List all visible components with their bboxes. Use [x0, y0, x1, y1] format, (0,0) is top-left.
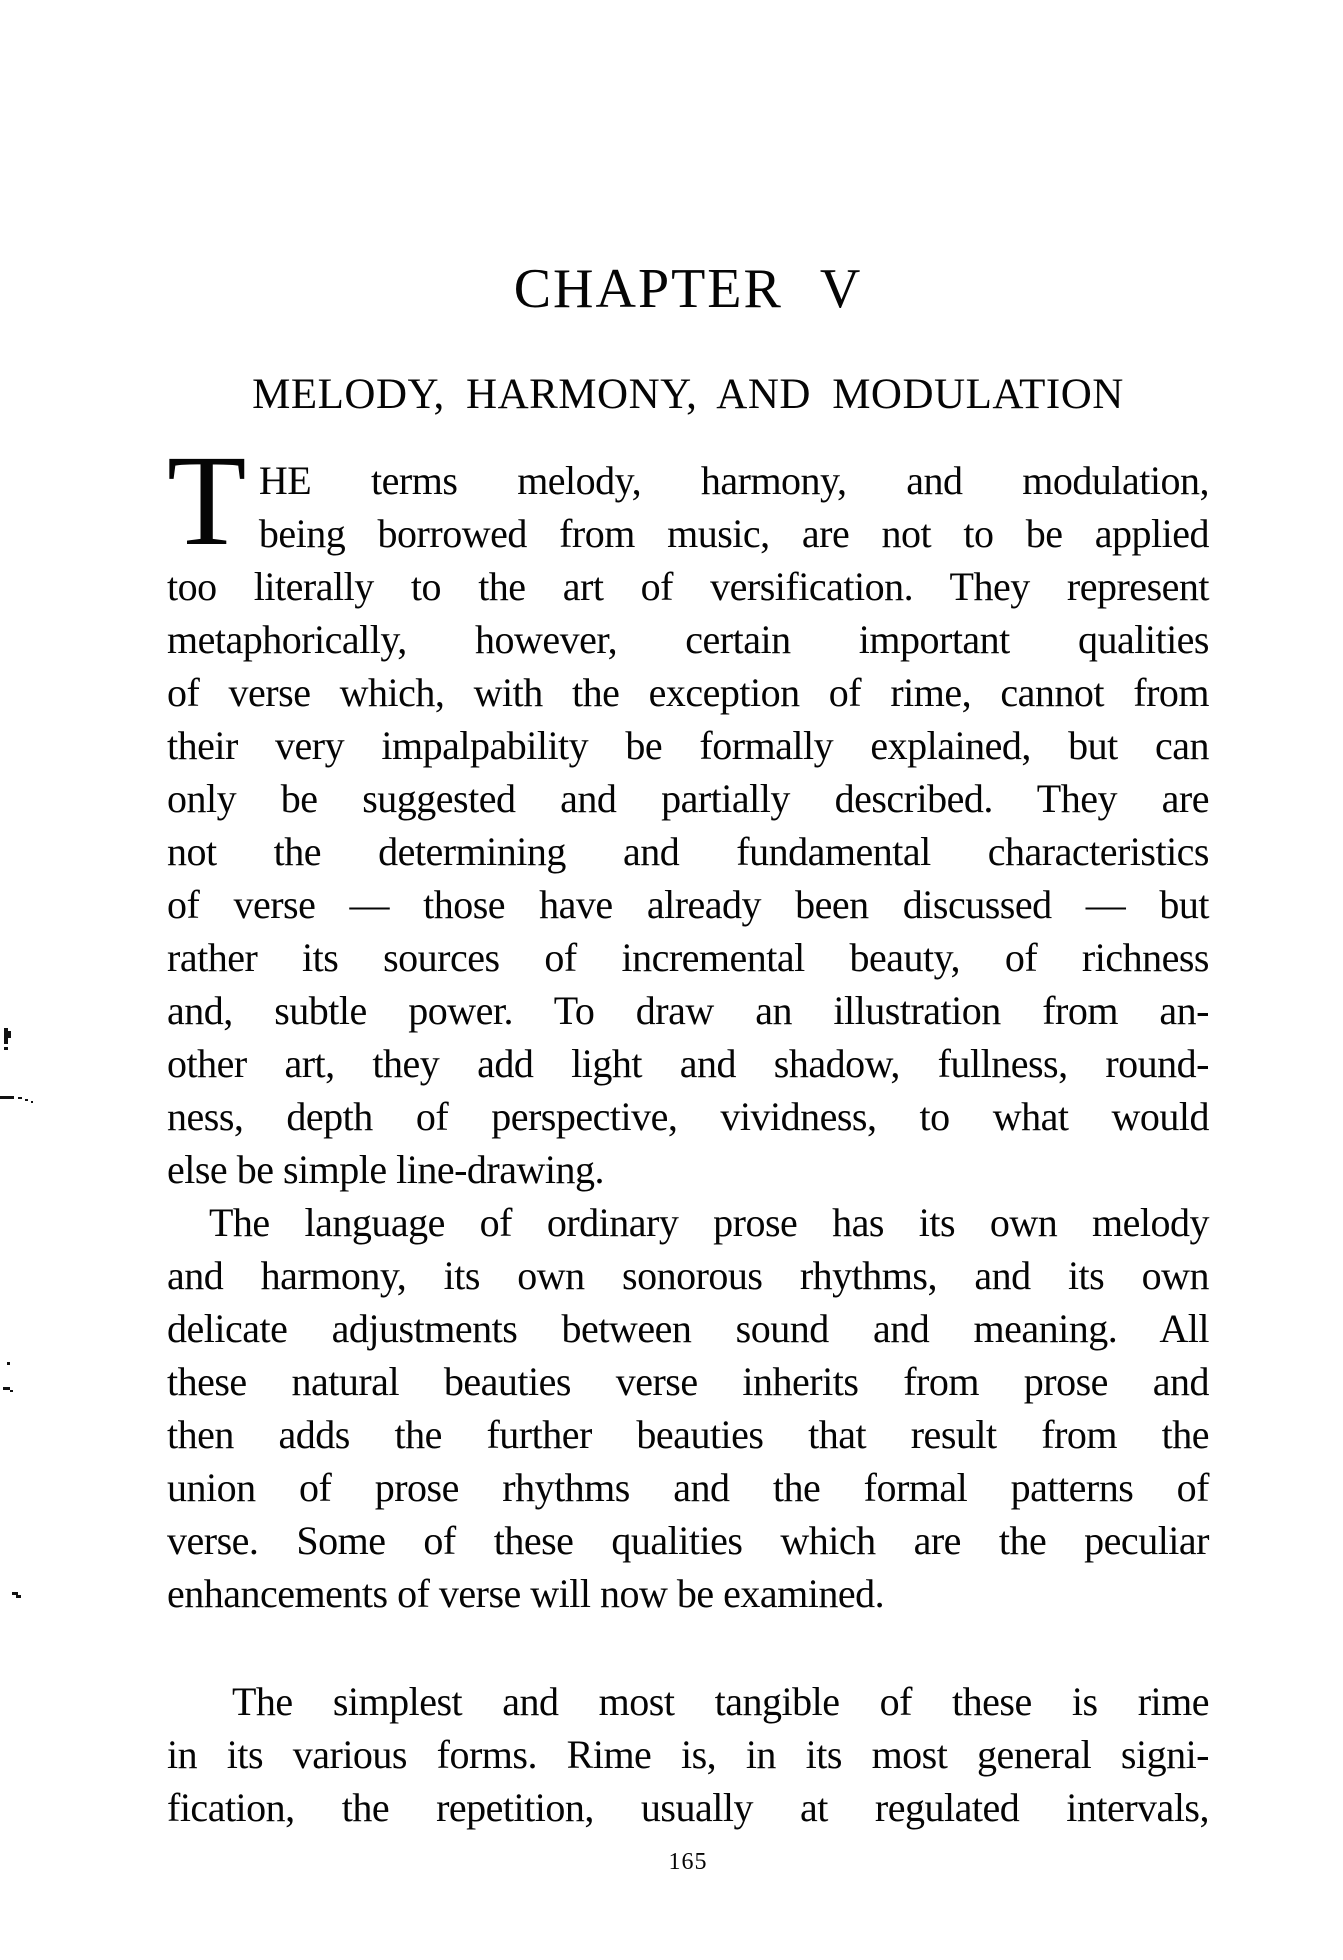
text-line: rather its sources of incremental beauty, of richness — [167, 935, 1209, 980]
text-line: The language of ordinary prose has its own melody — [209, 1200, 1209, 1245]
text-line: metaphorically, however, certain important qualities — [167, 617, 1209, 662]
scan-artifact-mark — [8, 1031, 11, 1038]
body-text — [167, 429, 1209, 1834]
text-line: only be suggested and partially described. They are — [167, 776, 1209, 821]
paragraph-1 — [167, 429, 1209, 1196]
scan-artifact-dash — [0, 1096, 14, 1099]
text-line: of verse which, with the exception of rime, cannot from — [167, 670, 1209, 715]
text-line: not the determining and fundamental characteristics — [167, 829, 1209, 874]
paragraph-2 — [167, 1196, 1209, 1620]
text-line: being borrowed from music, are not to be applied — [258, 511, 1209, 556]
scan-artifact-dot — [25, 1099, 28, 1101]
paragraph-3 — [167, 1675, 1209, 1834]
text-line: fication, the repetition, usually at regulated intervals, — [167, 1785, 1209, 1830]
text-line: too literally to the art of versification. They represent — [167, 564, 1209, 609]
text-line: verse. Some of these qualities which are the peculiar — [167, 1518, 1209, 1563]
text-line: HE terms melody, harmony, and modulation, — [258, 458, 1209, 503]
text-line: The simplest and most tangible of these is rime — [232, 1679, 1209, 1724]
text-line: their very impalpability be formally explained, but can — [167, 723, 1209, 768]
text-line: and harmony, its own sonorous rhythms, and its own — [167, 1253, 1209, 1298]
chapter-subtitle: MELODY, HARMONY, AND MODULATION — [252, 371, 1124, 418]
page-number: 165 — [668, 1849, 708, 1875]
text-line: enhancements of verse will now be examined. — [167, 1571, 885, 1616]
text-line: in its various forms. Rime is, in its most general signi- — [167, 1732, 1209, 1777]
text-line: else be simple line-drawing. — [167, 1147, 604, 1192]
scan-artifact-mark — [3, 1387, 10, 1390]
chapter-heading: CHAPTER V — [513, 258, 863, 320]
text-line: ness, depth of perspective, vividness, to what would — [167, 1094, 1209, 1139]
drop-cap: T — [167, 429, 246, 573]
text-line: and, subtle power. To draw an illustration from an- — [167, 988, 1209, 1033]
scan-artifact-tick — [16, 1595, 21, 1598]
text-line: then adds the further beauties that result from the — [167, 1412, 1209, 1457]
text-line: of verse — those have already been discussed — but — [167, 882, 1209, 927]
scan-artifact-dot — [7, 1362, 10, 1365]
text-line: delicate adjustments between sound and meaning. All — [167, 1306, 1209, 1351]
scan-artifact-dot — [10, 1390, 13, 1392]
text-line: union of prose rhythms and the formal patterns of — [167, 1465, 1209, 1510]
text-line: these natural beauties verse inherits from prose and — [167, 1359, 1209, 1404]
scan-artifact-dash — [18, 1097, 22, 1099]
text-line: other art, they add light and shadow, fullness, round- — [167, 1041, 1209, 1086]
scan-artifact-dot — [31, 1101, 33, 1103]
scan-artifact-dot — [4, 1047, 8, 1050]
